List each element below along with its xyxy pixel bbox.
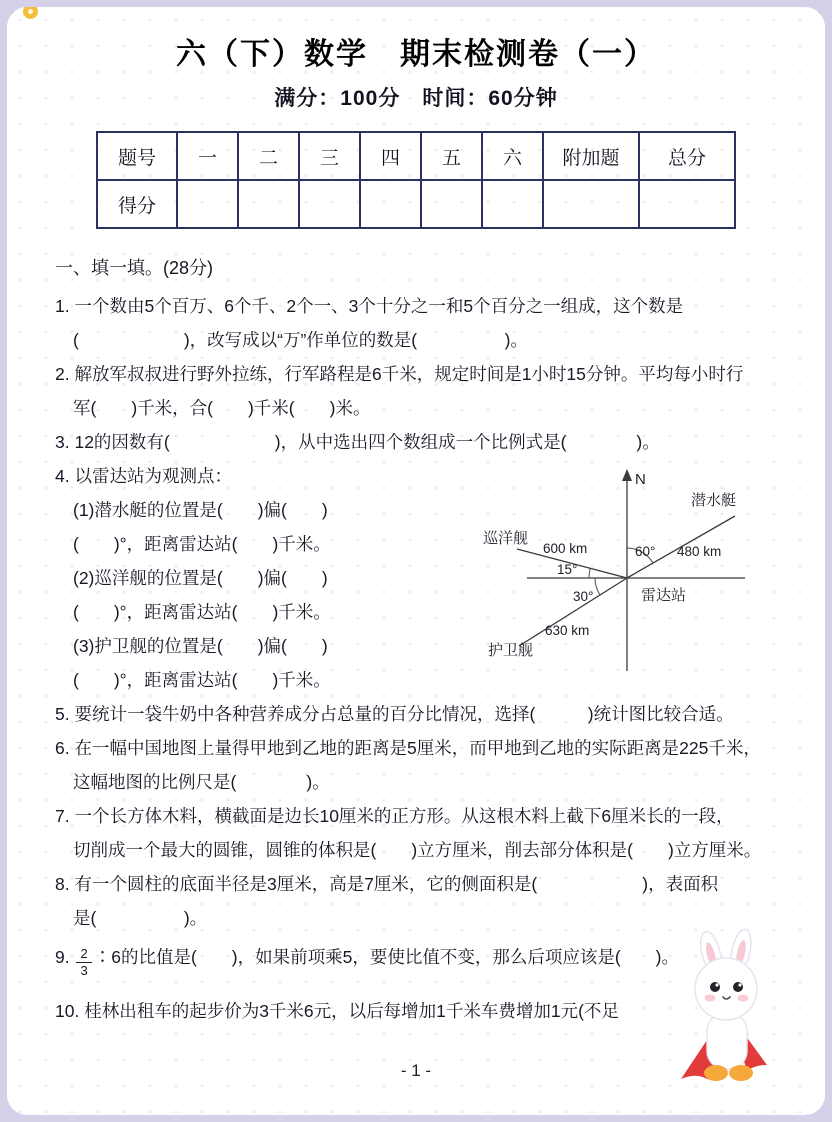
question-line: 军( )千米，合( )千米( )米。 [73,398,371,418]
cruiser-distance-label: 600 km [543,541,588,556]
page-title: 六（下）数学 期末检测卷（一） [176,38,656,71]
question-line: 切削成一个最大的圆锥，圆锥的体积是( )立方厘米，削去部分体积是( )立方厘米。 [73,840,762,860]
header-cell-6: 六 [482,132,543,180]
submarine-distance-label: 480 km [677,544,722,559]
question-8 [55,867,777,935]
header-cell-3: 三 [299,132,360,180]
question-line: (1)潜水艇的位置是( )偏( ) [73,500,328,520]
frigate-label: 护卫舰 [488,642,534,659]
score-empty-cell [421,180,482,228]
rabbit-eye-glint-right [738,983,741,986]
frigate-angle-arc [595,578,600,595]
rabbit-body [707,1013,747,1069]
question-line: 5. 要统计一袋牛奶中各种营养成分占总量的百分比情况，选择( )统计图比较合适。 [55,704,734,724]
submarine-label: 潜水艇 [691,492,737,509]
question-line: 3. 12的因数有( )，从中选出四个数组成一个比例式是( )。 [55,432,660,452]
rabbit-cheek-left [705,995,716,1002]
radar-diagram [477,463,787,703]
score-row-label: 得分 [97,180,177,228]
radar-station-label: 雷达站 [641,587,687,604]
question-3 [55,425,777,459]
score-empty-cell [360,180,421,228]
score-table-score-row [97,180,735,228]
header-cell-1: 一 [177,132,238,180]
question-line: ( )°，距离雷达站( )千米。 [73,602,331,622]
score-empty-cell [299,180,360,228]
page-subtitle: 满分：100分 时间：60分钟 [274,87,558,110]
rabbit-eye-right [733,982,743,992]
north-label: N [635,471,646,488]
score-table [96,131,736,229]
rabbit-cheek-right [738,995,749,1002]
header-cell-5: 五 [421,132,482,180]
question-line: 6. 在一幅中国地图上量得甲地到乙地的距离是5厘米，而甲地到乙地的实际距离是225千米， [55,738,761,758]
submarine-angle-label: 60° [635,544,656,559]
page-number: - 1 - [400,1061,432,1080]
rabbit-mascot [667,927,787,1103]
question-line: 10. 桂林出租车的起步价为3千米6元，以后每增加1千米车费增加1元(不足 [55,1000,619,1021]
exam-paper [7,7,825,1115]
section-heading: 一、填一填。(28分) [55,258,214,278]
question-7 [55,799,777,867]
decorative-ring-icon [23,7,38,19]
cruiser-angle-label: 15° [557,562,578,577]
question-2 [55,357,777,425]
question-line: 是( )。 [73,908,208,928]
fraction-numerator: 2 [76,946,91,963]
rabbit-eye-glint-left [715,983,718,986]
question-line: 这幅地图的比例尺是( )。 [73,772,330,792]
rabbit-foot-right [729,1065,753,1081]
header-cell-bonus: 附加题 [543,132,639,180]
frigate-distance-label: 630 km [545,623,590,638]
question-line: 2. 解放军叔叔进行野外拉练，行军路程是6千米，规定时间是1小时15分钟。平均每小时行 [55,364,744,384]
cruiser-label: 巡洋舰 [483,530,529,547]
question-line: ( )°，距离雷达站( )千米。 [73,534,331,554]
rabbit-head [695,958,757,1020]
rabbit-eye-left [710,982,720,992]
score-empty-cell [543,180,639,228]
question-line: 7. 一个长方体木料，横截面是边长10厘米的正方形。从这根木料上截下6厘米长的一段， [55,806,734,826]
score-table-header-row [97,132,735,180]
score-empty-cell [639,180,735,228]
header-cell-2: 二 [238,132,299,180]
question-line: 1. 一个数由5个百万、6个千、2个一、3个十分之一和5个百分之一组成，这个数是 [55,296,684,316]
question-4 [55,459,777,697]
cruiser-angle-arc [589,568,590,578]
score-empty-cell [177,180,238,228]
question-line: 8. 有一个圆柱的底面半径是3厘米，高是7厘米，它的侧面积是( )，表面积 [55,874,719,894]
question-6 [55,731,777,799]
header-cell-4: 四 [360,132,421,180]
question-line: (2)巡洋舰的位置是( )偏( ) [73,568,328,588]
rabbit-foot-left [704,1065,728,1081]
question-line: (3)护卫舰的位置是( )偏( ) [73,636,328,656]
header-cell-total: 总分 [639,132,735,180]
question-line: 4. 以雷达站为观测点： [55,466,232,486]
question-number: 9. [55,947,70,967]
frigate-angle-label: 30° [573,589,594,604]
fraction-denominator: 3 [80,963,88,978]
question-line: ( )，改写成以“万”作单位的数是( )。 [73,330,528,350]
fraction [76,946,91,978]
north-arrowhead-icon [622,469,632,481]
question-1 [55,289,777,357]
score-empty-cell [238,180,299,228]
question-line: ∶6的比值是( )，如果前项乘5，要使比值不变，那么后项应该是( )。 [93,947,679,967]
question-line: ( )°，距离雷达站( )千米。 [73,670,331,690]
header-cell-timing: 题号 [97,132,177,180]
score-empty-cell [482,180,543,228]
